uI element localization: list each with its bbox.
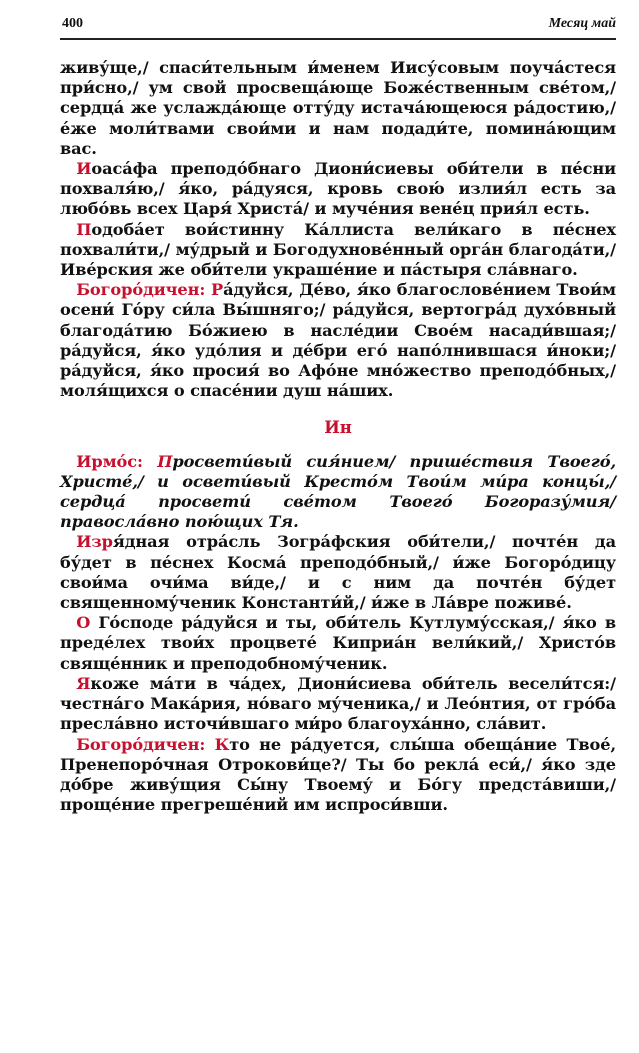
red-initial: П: [76, 219, 92, 239]
theotokion-label: Богоро́дичен:: [76, 734, 215, 754]
paragraph-text: я́дная отра́сль Зогра́фския оби́тели,/ почте́н да бу́дет в пе́снех Косма́ преподо́бный,/ и́же Богоро́дицу свои́ма очи́ма ви́де,/ и с ним да почте́н бу́дет священному́ченик Константи́й,/ и́же в Ла́вре поживе́.: [60, 532, 616, 613]
red-initial: Я: [76, 673, 91, 693]
page-number: 400: [62, 16, 83, 31]
paragraph-text: одоба́ет вои́стинну Ка́ллиста вели́каго в пе́снех похвали́ти,/ му́дрый и Богодухнове́нный орга́н благода́ти,/ Иве́рския же оби́тели украше́ние и па́стыря сла́внаго.: [60, 219, 616, 280]
paragraph-text: а́дуйся, Де́во, я́ко благослове́нием Твои́м осени́ Го́ру си́ла Вы́шняго;/ ра́дуйся, вертогра́д духо́вный благода́тию Бо́жиею в насле́дии Свое́м насади́вшая;/ ра́дуйся, я́ко удо́лия и де́бри его́ напо́лнившася и́ноки;/ ра́дуйся, я́ко просия́ во Афо́не мно́жество преподо́бных,/ моля́щихся о спасе́нии душ на́ших.: [60, 280, 616, 401]
irmos-paragraph: [60, 452, 616, 533]
paragraph: [60, 159, 616, 220]
paragraph: [60, 532, 616, 613]
text-column: [60, 58, 616, 815]
paragraph-text: коже ма́ти в ча́дех, Диони́сиева оби́тель весели́тся:/ честна́го Мака́рия, но́ваго му́ченика,/ и Лео́нтия, от гро́ба пресла́вно источи́вшаго ми́ро благоуха́нно, сла́вит.: [60, 673, 616, 734]
paragraph: [60, 220, 616, 281]
paragraph: [60, 613, 616, 674]
red-initial: Р: [210, 280, 224, 300]
theotokion-label: Богоро́дичен:: [76, 280, 211, 300]
irmos-label: Ирмо́с:: [76, 451, 158, 471]
paragraph: [60, 58, 616, 159]
paragraph: [60, 735, 616, 816]
red-initial: Изр: [76, 532, 113, 552]
header-rule: [60, 38, 616, 40]
paragraph-text: оаса́фа преподо́бнаго Диони́сиевы оби́тели в пе́сни похваля́ю,/ я́ко, ра́дуяся, кровь свою́ излия́л есть за любо́вь всех Царя́ Христа́/ и муче́ния вене́ц прия́л есть.: [60, 159, 616, 219]
red-initial: П: [157, 451, 173, 471]
red-initial: О: [76, 613, 91, 633]
running-title: Месяц май: [548, 16, 616, 31]
irmos-text: росвети́вый сия́нием/ прише́ствия Твоего́, Христе́,/ и освети́вый Кресто́м Твои́м ми́ра концы́,/ сердца́ просвети́ све́том Твоего́ Богоразу́мия/ правосла́вно пою́щих Тя.: [60, 451, 616, 532]
red-initial: К: [214, 734, 230, 754]
paragraph-text: живу́ще,/ спаси́тельным и́менем Иису́совым поуча́стеся при́сно,/ ум свой просвеща́юще Боже́ственным све́том,/ сердца́ же услажда́юще отту́ду истача́ющеюся ра́достию,/ е́же моли́твами свои́ми и нам подади́те, помина́ющим вас.: [60, 58, 616, 158]
paragraph-text: то не ра́дуется, слы́ша обеща́ние Твое́, Пренепоро́чная Отрокови́це?/ Ты бо рекла́ еси́,/ я́ко зде до́бре живу́щия Сы́ну Твоему́ и Бо́гу предста́виши,/ проще́ние прегреше́ний им испроси́вши.: [60, 734, 616, 815]
paragraph: [60, 674, 616, 735]
page-header: [60, 14, 616, 36]
paragraph-text: Го́споде ра́дуйся и ты, оби́тель Кутлуму́сская,/ я́ко в преде́лех твои́х процвете́ Киприа́н вели́кий,/ Христо́в свяще́нник и преподобному́ченик.: [60, 613, 616, 673]
section-heading: Ин: [324, 418, 352, 438]
red-initial: И: [76, 159, 92, 179]
paragraph: [60, 280, 616, 401]
